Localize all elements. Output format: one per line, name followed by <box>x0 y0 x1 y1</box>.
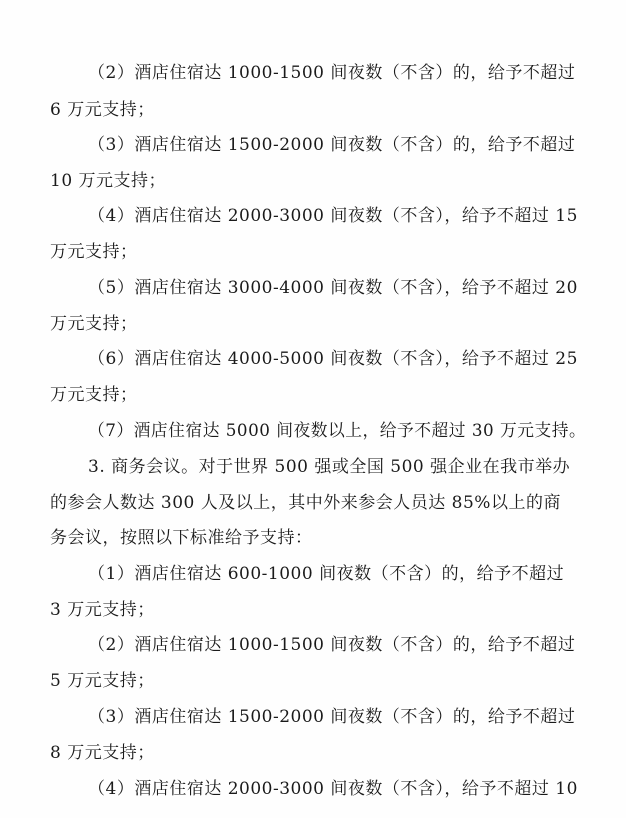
text-line: 的参会人数达 300 人及以上，其中外来参会人员达 85%以上的商 <box>50 493 561 513</box>
text-line: 3. 商务会议。对于世界 500 强或全国 500 强企业在我市举办 <box>88 457 571 477</box>
text-line: 万元支持； <box>50 385 138 405</box>
text-line: 5 万元支持； <box>50 671 155 691</box>
text-line: 万元支持； <box>50 242 138 262</box>
text-line: （2）酒店住宿达 1000-1500 间夜数（不含）的，给予不超过 <box>88 63 576 83</box>
text-line: 8 万元支持； <box>50 743 155 763</box>
text-line: 10 万元支持； <box>50 171 167 191</box>
text-line: （4）酒店住宿达 2000-3000 间夜数（不含），给予不超过 10 <box>88 779 578 799</box>
text-line: 6 万元支持； <box>50 100 155 120</box>
text-line: 务会议，按照以下标准给予支持： <box>50 528 313 548</box>
text-line: 万元支持； <box>50 314 138 334</box>
text-line: （6）酒店住宿达 4000-5000 间夜数（不含），给予不超过 25 <box>88 349 578 369</box>
text-line: （7）酒店住宿达 5000 间夜数以上，给予不超过 30 万元支持。 <box>88 421 587 441</box>
text-line: （1）酒店住宿达 600-1000 间夜数（不含）的，给予不超过 <box>88 564 565 584</box>
text-line: （2）酒店住宿达 1000-1500 间夜数（不含）的，给予不超过 <box>88 635 576 655</box>
text-line: （3）酒店住宿达 1500-2000 间夜数（不含）的，给予不超过 <box>88 707 576 727</box>
text-line: （5）酒店住宿达 3000-4000 间夜数（不含），给予不超过 20 <box>88 278 578 298</box>
text-line: （4）酒店住宿达 2000-3000 间夜数（不含），给予不超过 15 <box>88 206 578 226</box>
text-line: 3 万元支持； <box>50 600 155 620</box>
text-line: （3）酒店住宿达 1500-2000 间夜数（不含）的，给予不超过 <box>88 135 576 155</box>
